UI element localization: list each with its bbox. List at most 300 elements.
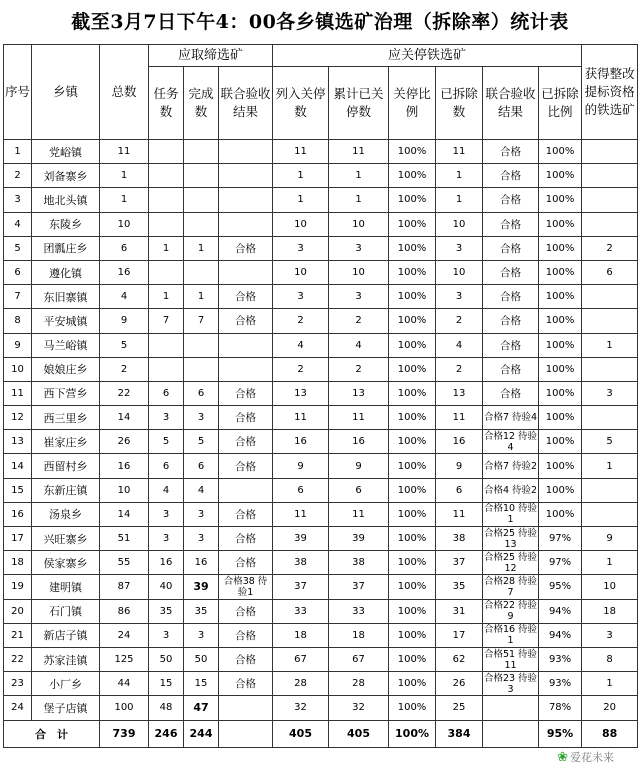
cell-ban-task: 3: [149, 623, 184, 647]
cell-close-check: 合格51 待验11: [483, 648, 538, 671]
cell-demolish-ratio: 100%: [539, 333, 582, 357]
cell-seq: 19: [4, 575, 32, 599]
cell-demolished: 10: [436, 212, 483, 236]
cell-ban-task: 1: [149, 285, 184, 309]
cell-demolish-ratio: 100%: [539, 164, 582, 188]
cell-seq: 1: [4, 140, 32, 164]
cell-listed: 33: [273, 599, 329, 623]
cell-town: 马兰峪镇: [32, 333, 100, 357]
cell-total: 26: [100, 430, 149, 454]
cell-ban-check: 合格: [219, 430, 273, 454]
cell-total: 16: [100, 260, 149, 284]
cell-closed-cum: 32: [329, 696, 389, 720]
cell-town: 遵化镇: [32, 260, 100, 284]
cell-ban-check: 合格: [219, 285, 273, 309]
cell-demolish-ratio: 94%: [539, 623, 582, 647]
cell-total: 2: [100, 357, 149, 381]
cell-demolish-ratio: 94%: [539, 599, 582, 623]
cell-ban-done: [184, 333, 219, 357]
header-closed-cum: 累计已关停数: [329, 67, 389, 140]
cell-qualified: [582, 140, 638, 164]
cell-total: 16: [100, 454, 149, 478]
cell-ban-done: 6: [184, 454, 219, 478]
wechat-icon: ❀: [557, 750, 568, 765]
cell-closed-cum: 67: [329, 647, 389, 671]
cell-close-ratio: 100%: [389, 381, 436, 405]
cell-close-ratio: 100%: [389, 285, 436, 309]
header-town: 乡镇: [32, 45, 100, 140]
total-cell: 384: [436, 720, 483, 747]
cell-seq: 23: [4, 672, 32, 696]
cell-seq: 10: [4, 357, 32, 381]
table-row: [4, 260, 638, 284]
cell-closed-cum: 33: [329, 599, 389, 623]
table-row: [4, 647, 638, 671]
cell-qualified: [582, 357, 638, 381]
cell-demolished: 13: [436, 381, 483, 405]
table-row: [4, 502, 638, 526]
cell-listed: 6: [273, 478, 329, 502]
header-close-ratio: 关停比例: [389, 67, 436, 140]
cell-seq: 5: [4, 236, 32, 260]
cell-ban-done: 35: [184, 599, 219, 623]
cell-qualified: [582, 478, 638, 502]
cell-demolished: 3: [436, 236, 483, 260]
cell-total: 14: [100, 502, 149, 526]
cell-demolished: 26: [436, 672, 483, 696]
cell-ban-check: 合格: [219, 672, 273, 696]
cell-demolish-ratio: 95%: [539, 575, 582, 599]
cell-demolished: 1: [436, 188, 483, 212]
header-demolished: 已拆除数: [436, 67, 483, 140]
cell-seq: 22: [4, 647, 32, 671]
cell-close-check: 合格7 待验2: [483, 454, 539, 478]
cell-close-ratio: 100%: [389, 551, 436, 575]
cell-listed: 1: [273, 188, 329, 212]
table-row: [4, 599, 638, 623]
cell-ban-done: 16: [184, 551, 219, 575]
cell-close-ratio: 100%: [389, 164, 436, 188]
header-ban-task: 任务数: [149, 67, 184, 140]
cell-seq: 15: [4, 478, 32, 502]
watermark-text: 爱花未来: [570, 751, 614, 764]
cell-close-check: 合格: [483, 333, 539, 357]
cell-seq: 8: [4, 309, 32, 333]
cell-close-check: 合格: [483, 188, 539, 212]
cell-ban-task: [149, 260, 184, 284]
cell-total: 100: [100, 696, 149, 720]
cell-demolished: 1: [436, 164, 483, 188]
cell-ban-check: 合格: [219, 623, 273, 647]
cell-listed: 3: [273, 285, 329, 309]
cell-close-check: 合格: [483, 236, 539, 260]
total-cell: [219, 720, 273, 747]
cell-total: 87: [100, 575, 149, 599]
cell-qualified: [582, 502, 638, 526]
cell-close-ratio: 100%: [389, 333, 436, 357]
cell-qualified: 3: [582, 381, 638, 405]
cell-town: 东陵乡: [32, 212, 100, 236]
cell-listed: 10: [273, 212, 329, 236]
cell-ban-done: [184, 212, 219, 236]
cell-ban-check: 合格: [219, 406, 273, 430]
cell-demolished: 31: [436, 599, 483, 623]
cell-demolish-ratio: 100%: [539, 140, 582, 164]
cell-closed-cum: 6: [329, 478, 389, 502]
header-seq: 序号: [4, 45, 32, 140]
cell-demolished: 10: [436, 260, 483, 284]
cell-seq: 16: [4, 502, 32, 526]
header-close-check: 联合验收结果: [483, 67, 539, 140]
cell-listed: 3: [273, 236, 329, 260]
cell-listed: 11: [273, 406, 329, 430]
cell-closed-cum: 37: [329, 575, 389, 599]
cell-town: 西留村乡: [32, 454, 100, 478]
table-row: [4, 478, 638, 502]
table-row: [4, 309, 638, 333]
cell-demolish-ratio: 100%: [539, 285, 582, 309]
cell-close-ratio: 100%: [389, 236, 436, 260]
statistics-table: [3, 44, 638, 748]
cell-total: 10: [100, 478, 149, 502]
cell-total: 55: [100, 551, 149, 575]
cell-close-ratio: 100%: [389, 260, 436, 284]
table-row: [4, 551, 638, 575]
cell-closed-cum: 11: [329, 406, 389, 430]
cell-qualified: [582, 406, 638, 430]
cell-ban-check: 合格: [219, 454, 273, 478]
cell-listed: 2: [273, 309, 329, 333]
cell-demolished: 25: [436, 696, 483, 720]
cell-qualified: 2: [582, 236, 638, 260]
cell-listed: 38: [273, 551, 329, 575]
cell-demolish-ratio: 100%: [539, 406, 582, 430]
cell-listed: 18: [273, 623, 329, 647]
cell-ban-check: [219, 333, 273, 357]
cell-qualified: [582, 285, 638, 309]
cell-demolish-ratio: 78%: [539, 696, 582, 720]
cell-town: 侯家寨乡: [32, 551, 100, 575]
cell-qualified: 18: [582, 599, 638, 623]
cell-closed-cum: 1: [329, 188, 389, 212]
cell-ban-task: 15: [149, 672, 184, 696]
cell-demolished: 4: [436, 333, 483, 357]
cell-ban-check: 合格: [219, 502, 273, 526]
watermark: [557, 749, 614, 765]
cell-town: 娘娘庄乡: [32, 357, 100, 381]
cell-qualified: 1: [582, 333, 638, 357]
cell-demolish-ratio: 100%: [539, 212, 582, 236]
cell-close-ratio: 100%: [389, 623, 436, 647]
cell-ban-task: 48: [149, 696, 184, 720]
cell-demolished: 62: [436, 647, 483, 671]
header-ban-check: 联合验收结果: [219, 67, 273, 140]
cell-close-check: 合格: [483, 381, 539, 405]
header-ban-done: 完成数: [184, 67, 219, 140]
cell-town: 刘备寨乡: [32, 164, 100, 188]
cell-seq: 4: [4, 212, 32, 236]
table-row: [4, 212, 638, 236]
cell-demolish-ratio: 93%: [539, 647, 582, 671]
cell-ban-task: [149, 140, 184, 164]
cell-ban-task: [149, 164, 184, 188]
cell-listed: 28: [273, 672, 329, 696]
cell-ban-done: 1: [184, 285, 219, 309]
cell-ban-done: 50: [184, 647, 219, 671]
cell-ban-task: 6: [149, 454, 184, 478]
cell-demolish-ratio: 100%: [539, 260, 582, 284]
cell-listed: 13: [273, 381, 329, 405]
cell-demolish-ratio: 100%: [539, 502, 582, 526]
total-cell: 405: [329, 720, 389, 747]
cell-qualified: 1: [582, 454, 638, 478]
cell-ban-check: 合格: [219, 527, 273, 551]
cell-town: 地北头镇: [32, 188, 100, 212]
cell-ban-task: 3: [149, 502, 184, 526]
cell-total: 9: [100, 309, 149, 333]
total-cell: 88: [582, 720, 638, 747]
cell-ban-check: [219, 357, 273, 381]
total-label: 合 计: [4, 720, 100, 747]
cell-ban-done: 3: [184, 623, 219, 647]
cell-close-check: 合格: [483, 285, 539, 309]
cell-ban-check: [219, 260, 273, 284]
cell-ban-done: [184, 164, 219, 188]
cell-town: 西下营乡: [32, 381, 100, 405]
table-row: [4, 575, 638, 599]
cell-listed: 10: [273, 260, 329, 284]
cell-ban-task: 40: [149, 575, 184, 599]
cell-closed-cum: 11: [329, 140, 389, 164]
cell-total: 44: [100, 672, 149, 696]
cell-ban-check: [219, 696, 273, 720]
cell-close-ratio: 100%: [389, 357, 436, 381]
header-qualified: 获得整改提标资格的铁选矿: [582, 45, 638, 140]
cell-demolished: 11: [436, 140, 483, 164]
cell-town: 平安城镇: [32, 309, 100, 333]
cell-close-check: 合格25 待验13: [483, 527, 538, 550]
cell-demolish-ratio: 100%: [539, 430, 582, 454]
cell-total: 125: [100, 647, 149, 671]
cell-listed: 4: [273, 333, 329, 357]
cell-ban-task: 1: [149, 236, 184, 260]
cell-close-check: 合格16 待验1: [483, 624, 538, 647]
table-row: [4, 696, 638, 720]
cell-demolished: 11: [436, 502, 483, 526]
cell-ban-done: [184, 357, 219, 381]
cell-qualified: 10: [582, 575, 638, 599]
cell-close-check: 合格4 待验2: [483, 478, 539, 502]
cell-close-ratio: 100%: [389, 188, 436, 212]
cell-qualified: 1: [582, 551, 638, 575]
cell-qualified: 20: [582, 696, 638, 720]
cell-demolish-ratio: 97%: [539, 527, 582, 551]
cell-seq: 17: [4, 527, 32, 551]
cell-town: 堡子店镇: [32, 696, 100, 720]
cell-close-check: 合格7 待验4: [483, 406, 539, 430]
cell-close-check: 合格25 待验12: [483, 551, 538, 574]
cell-ban-done: 3: [184, 406, 219, 430]
cell-close-check: 合格: [483, 212, 539, 236]
cell-ban-task: 4: [149, 478, 184, 502]
total-cell: 100%: [389, 720, 436, 747]
cell-ban-done: 3: [184, 502, 219, 526]
cell-close-check: 合格22 待验9: [483, 600, 538, 623]
cell-close-ratio: 100%: [389, 502, 436, 526]
cell-total: 22: [100, 381, 149, 405]
cell-ban-task: 5: [149, 430, 184, 454]
cell-seq: 18: [4, 551, 32, 575]
table-row: [4, 623, 638, 647]
cell-qualified: [582, 164, 638, 188]
cell-close-ratio: 100%: [389, 478, 436, 502]
cell-close-ratio: 100%: [389, 672, 436, 696]
cell-seq: 14: [4, 454, 32, 478]
cell-ban-check: 合格: [219, 309, 273, 333]
cell-close-ratio: 100%: [389, 454, 436, 478]
cell-town: 新店子镇: [32, 623, 100, 647]
cell-total: 14: [100, 406, 149, 430]
cell-ban-done: 3: [184, 527, 219, 551]
cell-seq: 12: [4, 406, 32, 430]
total-row: [4, 720, 638, 747]
cell-close-check: 合格28 待验7: [483, 575, 538, 598]
cell-closed-cum: 38: [329, 551, 389, 575]
cell-ban-done: 47: [184, 696, 219, 720]
cell-demolished: 3: [436, 285, 483, 309]
cell-close-ratio: 100%: [389, 309, 436, 333]
cell-seq: 9: [4, 333, 32, 357]
cell-town: 西三里乡: [32, 406, 100, 430]
cell-close-ratio: 100%: [389, 212, 436, 236]
cell-ban-done: 7: [184, 309, 219, 333]
cell-seq: 11: [4, 381, 32, 405]
cell-demolish-ratio: 100%: [539, 357, 582, 381]
table-row: [4, 430, 638, 454]
cell-total: 51: [100, 527, 149, 551]
cell-seq: 24: [4, 696, 32, 720]
cell-town: 崔家庄乡: [32, 430, 100, 454]
cell-close-check: 合格12 待验4: [483, 430, 538, 453]
header-demolish-ratio: 已拆除比例: [539, 67, 582, 140]
cell-town: 兴旺寨乡: [32, 527, 100, 551]
total-cell: 739: [100, 720, 149, 747]
cell-demolish-ratio: 100%: [539, 381, 582, 405]
cell-close-ratio: 100%: [389, 430, 436, 454]
cell-ban-check: 合格: [219, 599, 273, 623]
header-listed: 列入关停数: [273, 67, 329, 140]
cell-demolished: 17: [436, 623, 483, 647]
cell-ban-check: [219, 478, 273, 502]
cell-ban-task: 3: [149, 406, 184, 430]
cell-listed: 67: [273, 647, 329, 671]
cell-close-ratio: 100%: [389, 527, 436, 551]
cell-listed: 11: [273, 502, 329, 526]
cell-close-ratio: 100%: [389, 696, 436, 720]
cell-town: 石门镇: [32, 599, 100, 623]
cell-town: 东新庄镇: [32, 478, 100, 502]
cell-ban-check: [219, 212, 273, 236]
cell-close-check: 合格10 待验1: [483, 503, 538, 526]
header-group-close: 应关停铁选矿: [273, 45, 582, 67]
cell-listed: 16: [273, 430, 329, 454]
cell-ban-done: [184, 188, 219, 212]
cell-closed-cum: 9: [329, 454, 389, 478]
cell-closed-cum: 16: [329, 430, 389, 454]
cell-qualified: 1: [582, 672, 638, 696]
cell-ban-task: [149, 188, 184, 212]
cell-demolish-ratio: 100%: [539, 188, 582, 212]
total-cell: 246: [149, 720, 184, 747]
cell-demolished: 37: [436, 551, 483, 575]
cell-seq: 6: [4, 260, 32, 284]
header-group-ban: 应取缔选矿: [149, 45, 273, 67]
header-total: 总数: [100, 45, 149, 140]
cell-seq: 7: [4, 285, 32, 309]
cell-close-check: 合格: [483, 164, 539, 188]
cell-qualified: [582, 212, 638, 236]
cell-demolished: 35: [436, 575, 483, 599]
table-row: [4, 672, 638, 696]
cell-closed-cum: 18: [329, 623, 389, 647]
cell-town: 建明镇: [32, 575, 100, 599]
cell-ban-done: 4: [184, 478, 219, 502]
cell-closed-cum: 13: [329, 381, 389, 405]
cell-total: 10: [100, 212, 149, 236]
cell-ban-done: 1: [184, 236, 219, 260]
cell-demolished: 11: [436, 406, 483, 430]
cell-town: 小厂乡: [32, 672, 100, 696]
cell-ban-task: [149, 357, 184, 381]
cell-listed: 32: [273, 696, 329, 720]
cell-qualified: 5: [582, 430, 638, 454]
cell-ban-task: 3: [149, 527, 184, 551]
cell-closed-cum: 39: [329, 527, 389, 551]
cell-ban-check: 合格: [219, 551, 273, 575]
cell-closed-cum: 4: [329, 333, 389, 357]
table-row: [4, 236, 638, 260]
cell-ban-check: [219, 164, 273, 188]
table-row: [4, 406, 638, 430]
cell-total: 24: [100, 623, 149, 647]
table-body: [4, 140, 638, 721]
cell-ban-task: 7: [149, 309, 184, 333]
cell-demolish-ratio: 100%: [539, 309, 582, 333]
cell-close-ratio: 100%: [389, 647, 436, 671]
cell-seq: 2: [4, 164, 32, 188]
cell-total: 86: [100, 599, 149, 623]
cell-qualified: [582, 309, 638, 333]
cell-closed-cum: 3: [329, 236, 389, 260]
cell-ban-check: [219, 140, 273, 164]
cell-town: 党峪镇: [32, 140, 100, 164]
table-row: [4, 188, 638, 212]
cell-ban-done: [184, 140, 219, 164]
cell-close-ratio: 100%: [389, 599, 436, 623]
cell-close-check: 合格: [483, 357, 539, 381]
cell-closed-cum: 1: [329, 164, 389, 188]
cell-ban-done: 6: [184, 381, 219, 405]
cell-close-check: 合格: [483, 260, 539, 284]
table-row: [4, 454, 638, 478]
cell-close-check: 合格: [483, 309, 539, 333]
cell-total: 5: [100, 333, 149, 357]
cell-ban-check: 合格: [219, 381, 273, 405]
cell-close-ratio: 100%: [389, 575, 436, 599]
cell-ban-done: 5: [184, 430, 219, 454]
cell-total: 4: [100, 285, 149, 309]
total-cell: 405: [273, 720, 329, 747]
